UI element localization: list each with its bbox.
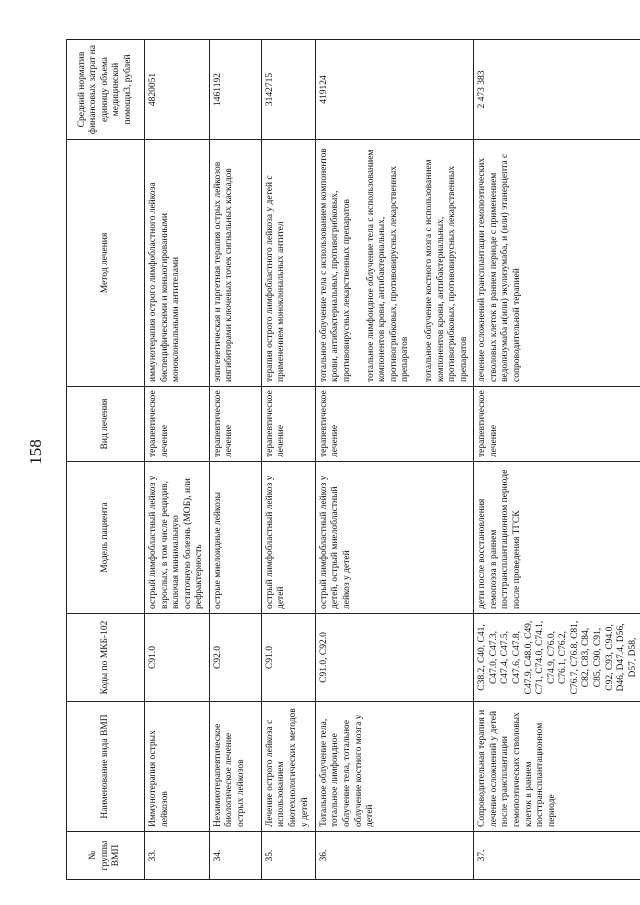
row-icd-codes: C92.0 (209, 614, 261, 702)
page-number: 158 (26, 439, 45, 465)
row-number: 33. (145, 832, 210, 880)
row-number: 34. (209, 832, 261, 880)
row-treatment-type: терапевтическое лечение (209, 387, 261, 462)
row-number: 37. (474, 832, 640, 880)
table-row (474, 40, 640, 880)
row-number: 35. (261, 832, 315, 880)
row-patient-model: острые миелоидные лейкозы (209, 462, 261, 614)
method-total-lymphoid-irradiation: тотальное лимфоидное облучение тела с использованием компонентов крови, антибактериальных, противогрибковых, противовирусных лекарственных препаратов (365, 149, 411, 382)
vmp-table (66, 39, 640, 880)
row-icd-codes: C38.2, C40, C41, C47.0, C47.3, C47.4, C47.5, C47.6, C47.8, C47.9, C48.0, C49, C71, C74.0, C74.1, C74.9, C76.0, C76.1, C76.2, C76.7, C76.8, C81, C82, C83, C84, C85, C90, C91, C92, C93, C94.0, D46, D47.4, D56, D57, D58, (474, 614, 640, 702)
table-row (145, 40, 210, 880)
row-treatment-method: эпигенетическая и таргетная терапия острых лейкозов ингибиторами ключевых точек сигнальных каскадов (209, 140, 261, 387)
row-icd-codes: C91.0 (261, 614, 315, 702)
header-average-cost: Средний норматив финансовых затрат на единицу объема медицинской помощи3, рублей (67, 40, 145, 140)
table-header-row (67, 40, 145, 880)
header-treatment-type: Вид лечения (67, 387, 145, 462)
row-vmp-name: Нехимиотерапевтическое биологическое лечение острых лейкозов (209, 702, 261, 832)
row-average-cost: 419124 (315, 40, 473, 140)
row-icd-codes: C91.0, C92.0 (315, 614, 473, 702)
row-treatment-type: терапевтическое лечение (145, 387, 210, 462)
method-separator (354, 144, 366, 382)
rotated-table-container (66, 40, 638, 880)
row-treatment-method: терапия острого лимфобластного лейкоза у детей с применением моноклональных антител (261, 140, 315, 387)
row-average-cost: 4820051 (145, 40, 210, 140)
table-row (261, 40, 315, 880)
row-icd-codes: C91.0 (145, 614, 210, 702)
header-treatment-method: Метод лечения (67, 140, 145, 387)
row-treatment-method (315, 140, 473, 387)
row-patient-model: острый лимфобластный лейкоз у детей (261, 462, 315, 614)
row-average-cost: 2 473 383 (474, 40, 640, 140)
row-treatment-method: иммунотерапия острого лимфобластного лейкоза биспецифическими и коньюгированными моноклональными антителами (145, 140, 210, 387)
row-vmp-name: Иммунотерапия острых лейкозов (145, 702, 210, 832)
header-vmp-name: Наименование вида ВМП (67, 702, 145, 832)
header-icd-codes: Коды по МКБ-102 (67, 614, 145, 702)
row-number: 36. (315, 832, 473, 880)
row-vmp-name: Тотальное облучение тела, тотальное лимфоидное облучение тела, тотальное облучение костного мозга у детей (315, 702, 473, 832)
row-average-cost: 1461192 (209, 40, 261, 140)
row-treatment-method: лечение осложнений трансплантации гемопоэтических стволовых клеток в раннем периоде с применением ведолизумаба и(или) экулизумаба, и (или) этанерцепта с сопроводительной терапией (474, 140, 640, 387)
row-vmp-name: Сопроводительная терапия и лечение осложнений у детей после трансплантации гемопоэтических стволовых клеток в раннем посттрансплантационном периоде (474, 702, 640, 832)
row-vmp-name: Лечение острого лейкоза с использованием биотехнологических методов у детей (261, 702, 315, 832)
row-patient-model: острый лимфобластный лейкоз у взрослых, в том числе рецидив, включая минимальную остаточную болезнь (МОБ), или рефрактерность (145, 462, 210, 614)
row-treatment-type: терапевтическое лечение (261, 387, 315, 462)
table-row (209, 40, 261, 880)
row-treatment-type: терапевтическое лечение (315, 387, 473, 462)
row-average-cost: 3142715 (261, 40, 315, 140)
header-patient-model: Модель пациента (67, 462, 145, 614)
table-row (315, 40, 473, 880)
row-patient-model: дети после восстановления гемопоэза в раннем посттрансплантационном периоде после проведения ТГСК (474, 462, 640, 614)
row-patient-model: острый лимфобластный лейкоз у детей, острый миелобластный лейкоз у детей (315, 462, 473, 614)
row-treatment-type: терапевтическое лечение (474, 387, 640, 462)
method-separator (412, 144, 424, 382)
method-total-body-irradiation: тотальное облучение тела с использованием компонентов крови, антибактериальных, противогрибковых, противовирусных лекарственных препаратов (318, 148, 353, 382)
method-total-marrow-irradiation: тотальное облучение костного мозга с использованием компонентов крови, антибактериальных, противогрибковых, противовирусных лекарственных препаратов (423, 159, 469, 382)
header-group-number: № группы ВМП (67, 832, 145, 880)
